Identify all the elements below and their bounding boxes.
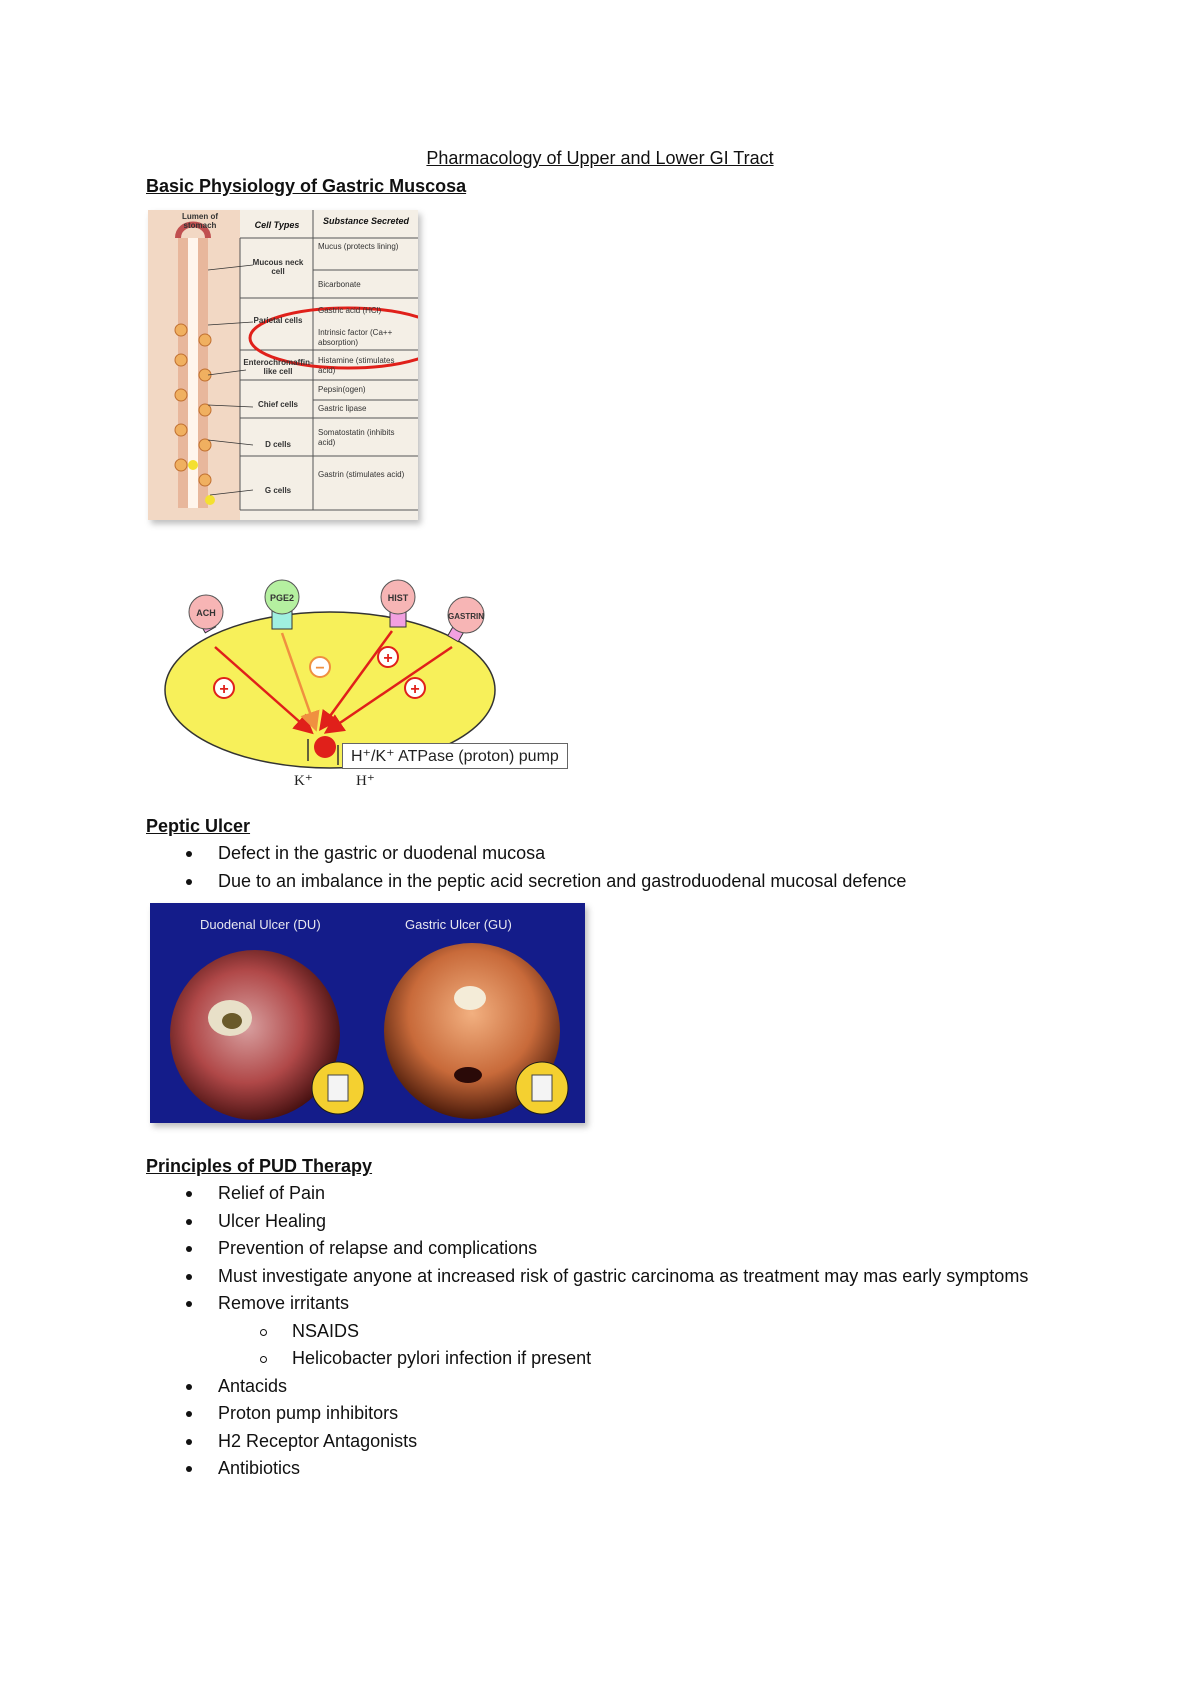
document-title: Pharmacology of Upper and Lower GI Tract	[426, 148, 774, 168]
lumen-label: Lumen of stomach	[182, 212, 218, 230]
potassium-ion-label: K⁺	[294, 773, 313, 789]
header-cell-types: Cell Types	[254, 220, 300, 230]
receptor-gastrin-label: GASTRIN	[448, 612, 484, 621]
substance-gastrin: Gastrin (stimulates acid)	[318, 470, 405, 479]
peptic-ulcer-list	[146, 840, 1098, 895]
substance-lipase: Gastric lipase	[318, 404, 367, 413]
list-item: Antacids	[146, 1373, 1098, 1401]
substance-pepsin: Pepsin(ogen)	[318, 385, 366, 394]
substance-bicarbonate: Bicarbonate	[318, 280, 361, 289]
list-subitem: Helicobacter pylori infection if present	[146, 1345, 1172, 1373]
list-item: Relief of Pain	[146, 1180, 1098, 1208]
receptor-hist-label: HIST	[387, 593, 409, 603]
proton-pump-label: H⁺/K⁺ ATPase (proton) pump	[342, 743, 568, 769]
section-heading-physiology: Basic Physiology of Gastric Muscosa	[146, 176, 467, 196]
cell-parietal: Parietal cells	[253, 316, 303, 325]
section-heading-pud-therapy: Principles of PUD Therapy	[146, 1156, 373, 1176]
receptor-pge2-label: PGE2	[269, 593, 295, 603]
list-item: Prevention of relapse and complications	[146, 1235, 1098, 1263]
cell-d: D cells	[265, 440, 291, 449]
receptor-ach-label: ACH	[196, 608, 216, 618]
endoscopy-figure	[150, 903, 585, 1123]
substance-mucus: Mucus (protects lining)	[318, 242, 399, 251]
hydrogen-ion-label: H⁺	[356, 773, 375, 789]
section-heading-peptic-ulcer: Peptic Ulcer	[146, 816, 251, 836]
cell-mucous: Mucous neck cell	[252, 258, 304, 276]
list-item: Must investigate anyone at increased risk of gastric carcinoma as treatment may mas early symptoms	[146, 1263, 1098, 1291]
list-item: Remove irritants	[146, 1290, 1098, 1318]
minus-sign-pge2: −	[315, 660, 325, 677]
cell-ecl: Enterochromaffin-like cell	[243, 358, 313, 376]
endoscopy-photos	[150, 903, 585, 1123]
list-item: Proton pump inhibitors	[146, 1400, 1098, 1428]
pud-therapy-list	[146, 1180, 1172, 1483]
substance-hcl: Gastric acid (HCl)	[318, 306, 382, 315]
list-subitem: NSAIDS	[146, 1318, 1172, 1346]
plus-sign-hist: +	[383, 650, 393, 667]
substance-intrinsic-factor: Intrinsic factor (Ca++ absorption)	[318, 328, 393, 347]
header-substance: Substance Secreted	[322, 216, 410, 226]
list-item: Defect in the gastric or duodenal mucosa	[146, 840, 1098, 868]
list-item: H2 Receptor Antagonists	[146, 1428, 1098, 1456]
cell-g: G cells	[264, 486, 292, 495]
gastric-ulcer-label: Gastric Ulcer (GU)	[405, 917, 512, 932]
list-item: Antibiotics	[146, 1455, 1098, 1483]
cell-chief: Chief cells	[257, 400, 298, 409]
substance-histamine: Histamine (stimulates acid)	[318, 356, 395, 375]
list-item: Ulcer Healing	[146, 1208, 1098, 1236]
list-item: Due to an imbalance in the peptic acid secretion and gastroduodenal mucosal defence	[146, 868, 1098, 896]
substance-somatostatin: Somatostatin (inhibits acid)	[318, 428, 395, 447]
parietal-cell-diagram	[160, 575, 620, 805]
plus-sign-gastrin: +	[410, 681, 420, 698]
plus-sign-ach: +	[219, 681, 229, 698]
duodenal-ulcer-label: Duodenal Ulcer (DU)	[200, 917, 321, 932]
gastric-mucosa-figure	[148, 210, 418, 520]
